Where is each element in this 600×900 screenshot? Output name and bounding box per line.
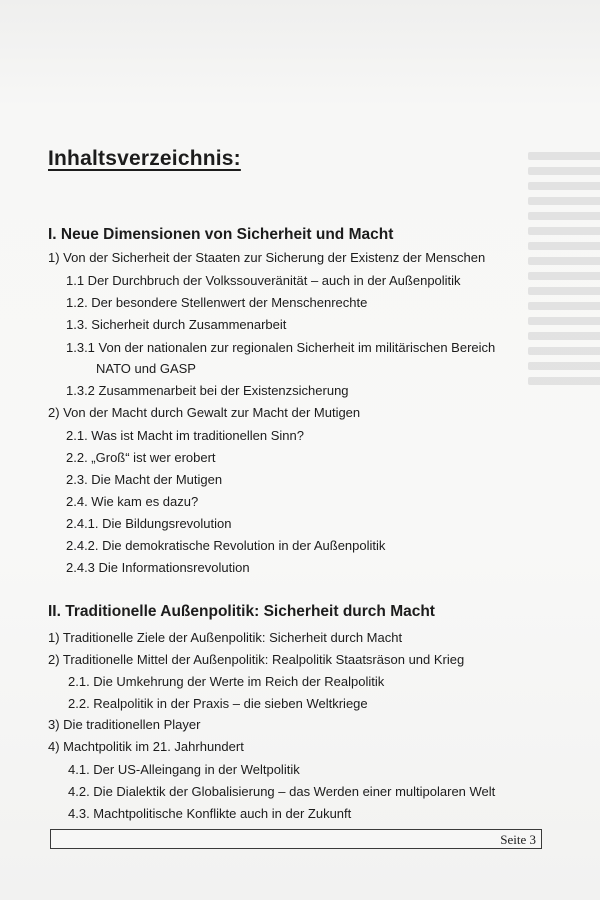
toc-entry: 2) Von der Macht durch Gewalt zur Macht der Mutigen bbox=[48, 405, 361, 420]
toc-entry: 1.3. Sicherheit durch Zusammenarbeit bbox=[66, 317, 287, 332]
toc-entry: 2.4.3 Die Informationsrevolution bbox=[66, 560, 250, 575]
page-footer bbox=[50, 829, 542, 849]
section-heading-1: I. Neue Dimensionen von Sicherheit und Macht bbox=[48, 226, 394, 243]
toc-entry: 2.4.1. Die Bildungsrevolution bbox=[66, 516, 232, 531]
toc-entry: 1) Von der Sicherheit der Staaten zur Sicherung der Existenz der Menschen bbox=[48, 250, 486, 265]
toc-entry: 1.3.2 Zusammenarbeit bei der Existenzsicherung bbox=[66, 383, 349, 398]
toc-entry: 1.2. Der besondere Stellenwert der Menschenrechte bbox=[66, 295, 368, 310]
toc-entry: 4.3. Machtpolitische Konflikte auch in der Zukunft bbox=[68, 806, 352, 821]
toc-entry: 1.1 Der Durchbruch der Volkssouveränität – auch in der Außenpolitik bbox=[66, 273, 461, 288]
page-number: Seite 3 bbox=[500, 832, 536, 847]
toc-entry: 2) Traditionelle Mittel der Außenpolitik: Realpolitik Staatsräson und Krieg bbox=[48, 652, 465, 667]
toc-entry: 1) Traditionelle Ziele der Außenpolitik: Sicherheit durch Macht bbox=[48, 630, 403, 645]
toc-entry: 4.1. Der US-Alleingang in der Weltpolitik bbox=[68, 762, 300, 777]
toc-entry: 2.3. Die Macht der Mutigen bbox=[66, 472, 223, 487]
bleed-through-text bbox=[520, 145, 600, 392]
toc-entry: 3) Die traditionellen Player bbox=[48, 717, 201, 732]
page-title: Inhaltsverzeichnis: bbox=[48, 147, 241, 170]
toc-entry: 1.3.1 Von der nationalen zur regionalen Sicherheit im militärischen Bereich bbox=[66, 340, 496, 355]
toc-entry: 2.1. Was ist Macht im traditionellen Sinn? bbox=[66, 428, 304, 443]
toc-entry: 2.2. Realpolitik in der Praxis – die sieben Weltkriege bbox=[68, 696, 368, 711]
toc-entry: 4) Machtpolitik im 21. Jahrhundert bbox=[48, 739, 244, 754]
toc-entry: 2.4. Wie kam es dazu? bbox=[66, 494, 199, 509]
toc-entry: NATO und GASP bbox=[96, 361, 196, 376]
toc-entry: 4.2. Die Dialektik der Globalisierung – das Werden einer multipolaren Welt bbox=[68, 784, 496, 799]
toc-entry: 2.2. „Groß“ ist wer erobert bbox=[66, 450, 216, 465]
toc-entry: 2.4.2. Die demokratische Revolution in der Außenpolitik bbox=[66, 538, 386, 553]
section-heading-2: II. Traditionelle Außenpolitik: Sicherheit durch Macht bbox=[48, 603, 435, 620]
toc-entry: 2.1. Die Umkehrung der Werte im Reich der Realpolitik bbox=[68, 674, 385, 689]
